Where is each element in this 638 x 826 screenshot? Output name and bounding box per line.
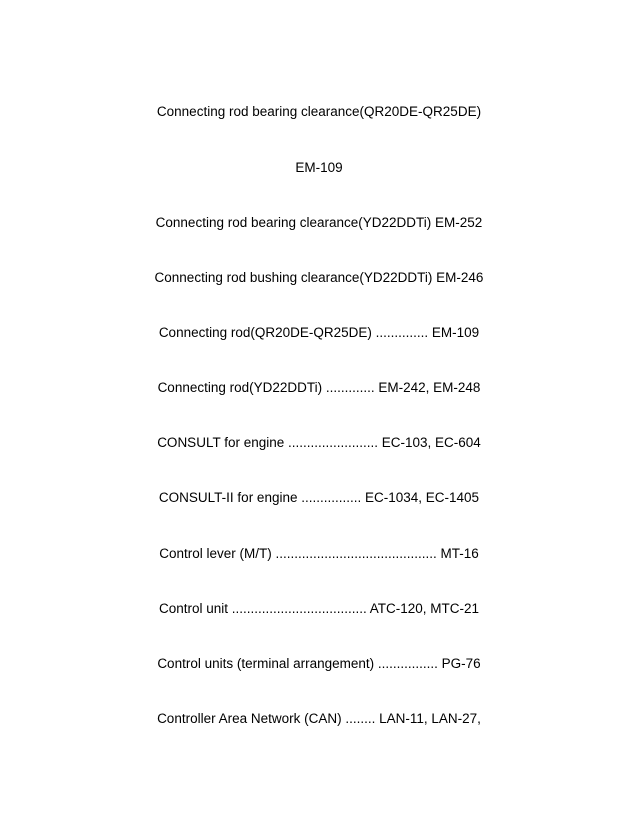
index-entry: Controller Area Network (CAN) ........ LAN-11, LAN-27, xyxy=(157,711,481,726)
index-entry: EM-109 xyxy=(295,160,343,175)
index-entry: Connecting rod(YD22DDTi) ............. EM-242, EM-248 xyxy=(157,380,481,395)
index-entry: Control units (terminal arrangement) ................ PG-76 xyxy=(157,656,481,671)
index-entry: Control unit .................................... ATC-120, MTC-21 xyxy=(158,601,480,616)
index-entry: Connecting rod bushing clearance(YD22DDTi) EM-246 xyxy=(154,270,484,285)
index-entry: Connecting rod bearing clearance(YD22DDTi) EM-252 xyxy=(155,215,483,230)
index-entry: Connecting rod(QR20DE-QR25DE) .............. EM-109 xyxy=(158,325,480,340)
index-entry: Connecting rod bearing clearance(QR20DE-QR25DE) xyxy=(156,104,482,119)
index-entry: CONSULT-II for engine ................ EC-1034, EC-1405 xyxy=(158,490,480,505)
index-entry: CONSULT for engine ........................ EC-103, EC-604 xyxy=(157,435,481,450)
index-entry: Control lever (M/T) ........................................... MT-16 xyxy=(159,546,479,561)
